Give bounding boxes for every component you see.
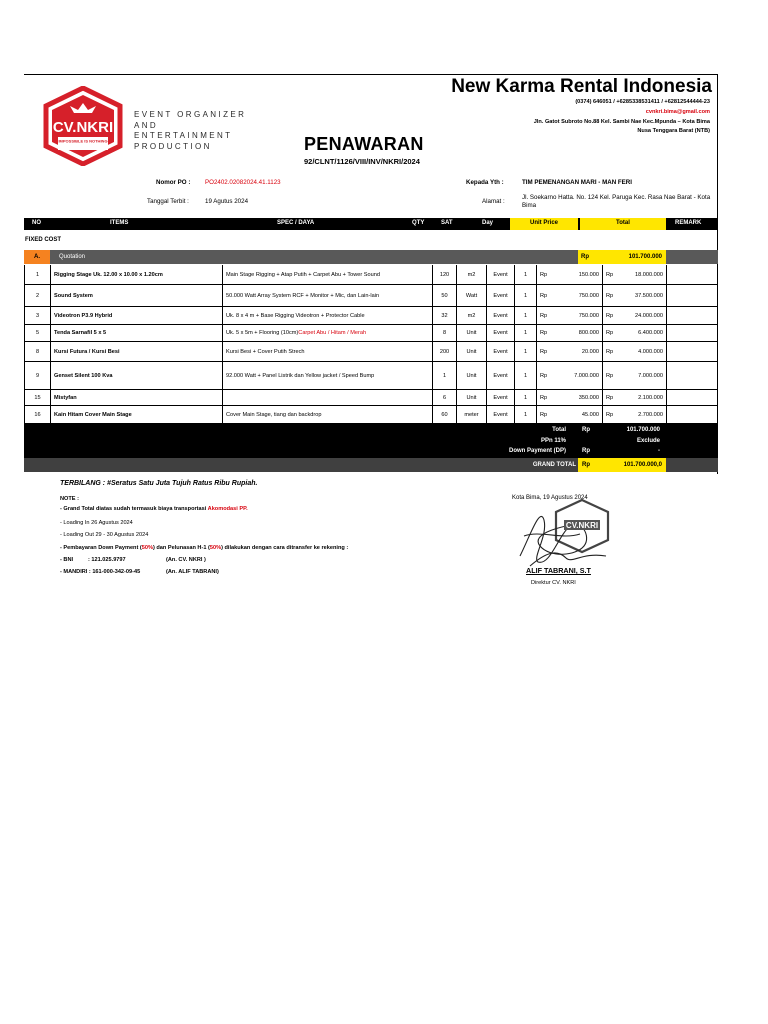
po-value: PO2402.02082024.41.1123 (205, 179, 281, 186)
currency-label: Rp (606, 394, 614, 401)
note-bni-name: (An. CV. NKRI ) (166, 557, 206, 563)
col-spec: SPEC / DAYA (277, 220, 315, 226)
to-label: Kepada Yth : (466, 179, 504, 186)
note-loading-in: - Loading In 26 Agustus 2024 (60, 520, 133, 526)
col-sat: SAT (441, 220, 453, 226)
section-quotation (24, 250, 718, 264)
cell-price: Rp 45.000 (536, 406, 602, 423)
fixed-cost-label: FIXED COST (25, 237, 62, 243)
cell-unit: Event (486, 406, 514, 423)
cell-total: Rp 6.400.000 (602, 325, 666, 341)
signatory-title: Direktur CV. NKRI (531, 580, 576, 586)
currency-label: Rp (606, 372, 614, 379)
cell-sat: Watt (456, 285, 486, 306)
cell-qty: 60 (432, 406, 456, 423)
ppn-value: Exclude (636, 438, 660, 444)
cell-spec: Cover Main Stage, tiang dan backdrop (222, 406, 432, 423)
cell-price: Rp 350.000 (536, 390, 602, 405)
cell-item: Genset Silent 100 Kva (50, 362, 222, 389)
cell-qty: 200 (432, 342, 456, 361)
cell-qty: 8 (432, 325, 456, 341)
signature-stamp (510, 496, 620, 574)
po-label: Nomor PO : (156, 179, 191, 186)
cell-day: 1 (514, 285, 536, 306)
table-header (24, 218, 718, 230)
cell-no: 9 (24, 362, 50, 389)
cell-price: Rp 150.000 (536, 265, 602, 284)
cell-item: Kain Hitam Cover Main Stage (50, 406, 222, 423)
cell-no: 8 (24, 342, 50, 361)
currency-label: Rp (540, 271, 548, 278)
cell-remark (666, 265, 718, 284)
cell-total: Rp 7.000.000 (602, 362, 666, 389)
cell-spec: Main Stage Rigging + Atap Putih + Carpet Abu + Tower Sound (222, 265, 432, 284)
cell-remark (666, 307, 718, 324)
to-value: TIM PEMENANGAN MARI - MAN FERI (522, 179, 632, 186)
logo-brand: CV.NKRI (52, 119, 114, 136)
cell-unit: Event (486, 265, 514, 284)
cell-remark (666, 406, 718, 423)
company-name: New Karma Rental Indonesia (451, 76, 712, 97)
cell-item: Kursi Futura / Kursi Besi (50, 342, 222, 361)
logo-tagline: IMPOSSIBLE IS NOTHING (58, 138, 108, 144)
currency-label: Rp (540, 411, 548, 418)
cell-unit: Event (486, 390, 514, 405)
amount-in-words: TERBILANG : #Seratus Satu Juta Tujuh Ratus Ribu Rupiah. (60, 480, 258, 487)
grand-total-label: GRAND TOTAL (532, 462, 576, 468)
cell-item: Videotron P3.9 Hybrid (50, 307, 222, 324)
currency-label: Rp (606, 312, 614, 319)
cell-sat: Unit (456, 342, 486, 361)
cell-no: 16 (24, 406, 50, 423)
total-label: Total (552, 427, 566, 433)
cell-no: 2 (24, 285, 50, 306)
currency-label: Rp (540, 394, 548, 401)
currency-label: Rp (606, 271, 614, 278)
col-total: Total (580, 218, 666, 230)
cell-day: 1 (514, 265, 536, 284)
cell-remark (666, 390, 718, 405)
cell-total: Rp 18.000.000 (602, 265, 666, 284)
cell-total: Rp 24.000.000 (602, 307, 666, 324)
company-address: Jln. Gatot Subroto No.88 Kel. Sambi Nae Kec.Mpunda – Kota Bima (533, 119, 710, 125)
cell-no: 15 (24, 390, 50, 405)
cell-qty: 1 (432, 362, 456, 389)
cell-spec: Kursi Besi + Cover Putih Strech (222, 342, 432, 361)
cell-qty: 6 (432, 390, 456, 405)
org-description: EVENT ORGANIZER AND ENTERTAINMENT PRODUCTION (134, 110, 247, 151)
col-remark: REMARK (675, 220, 702, 226)
address-value-2: Bima (522, 202, 537, 209)
currency-label: Rp (606, 330, 614, 336)
table-row (24, 307, 718, 325)
cell-unit: Event (486, 325, 514, 341)
cell-price: Rp 20.000 (536, 342, 602, 361)
cell-remark (666, 285, 718, 306)
cell-spec: 92.000 Watt + Panel Listrik dan Yellow jacket / Speed Bump (222, 362, 432, 389)
table-row (24, 362, 718, 390)
table-row (24, 342, 718, 362)
date-label: Tanggal Terbit : (147, 198, 189, 205)
cell-item: Sound System (50, 285, 222, 306)
total-value: 101.700.000 (626, 427, 660, 433)
cell-remark (666, 362, 718, 389)
cell-sat: Unit (456, 390, 486, 405)
cell-day: 1 (514, 342, 536, 361)
cell-sat: m2 (456, 265, 486, 284)
col-day: Day (482, 220, 494, 226)
grand-total-row (24, 458, 718, 472)
cell-unit: Event (486, 285, 514, 306)
note-loading-out: - Loading Out 29 - 30 Agustus 2024 (60, 532, 149, 538)
col-qty: QTY (412, 220, 425, 226)
address-label: Alamat : (482, 198, 505, 205)
note-bni-label: - BNI (60, 557, 74, 563)
section-amount: Rp 101.700.000 (578, 250, 666, 264)
cell-remark (666, 325, 718, 341)
company-phone: (0374) 646051 / +6285338531411 / +62812544444-23 (575, 99, 710, 105)
cell-price: Rp 800.000 (536, 325, 602, 341)
cell-no: 5 (24, 325, 50, 341)
currency-label: Rp (540, 330, 548, 336)
currency-label: Rp (540, 372, 548, 379)
cell-day: 1 (514, 406, 536, 423)
currency-label: Rp (540, 312, 548, 319)
note-mandiri-account: - MANDIRI : 161-000-342-09-45 (60, 569, 141, 575)
note-mandiri-name: (An. ALIF TABRANI) (166, 569, 219, 575)
cell-item: Rigging Stage Uk. 12.00 x 10.00 x 1.20cm (50, 265, 222, 284)
cell-day: 1 (514, 390, 536, 405)
cell-total: Rp 4.000.000 (602, 342, 666, 361)
cell-day: 1 (514, 325, 536, 341)
ppn-label: PPn 11% (540, 438, 566, 444)
date-value: 19 Agutus 2024 (205, 198, 249, 205)
note-bni-account: : 121.025.9797 (88, 557, 126, 563)
cell-item: Mistyfan (50, 390, 222, 405)
company-address-region: Nusa Tenggara Barat (NTB) (637, 128, 710, 134)
currency-label: Rp (606, 411, 614, 418)
cell-day: 1 (514, 307, 536, 324)
currency-label: Rp (540, 292, 548, 299)
cell-unit: Event (486, 362, 514, 389)
dp-rp: Rp (582, 448, 590, 454)
grand-total-amount: Rp 101.700.000,0 (578, 458, 666, 472)
address-value: Jl. Soekarno Hatta. No. 124 Kel. Paruga Kec. Rasa Nae Barat - Kota (522, 194, 711, 201)
totals-block (24, 424, 718, 458)
section-code: A. (24, 250, 50, 264)
cell-sat: meter (456, 406, 486, 423)
table-row (24, 390, 718, 406)
section-label: Quotation (59, 254, 86, 260)
company-email[interactable]: cvnkri.bima@gmail.com (645, 109, 710, 115)
currency-label: Rp (606, 348, 614, 355)
currency-label: Rp (540, 348, 548, 355)
table-row (24, 406, 718, 424)
cell-qty: 32 (432, 307, 456, 324)
table-row (24, 265, 718, 285)
cell-price: Rp 7.000.000 (536, 362, 602, 389)
col-no: NO (32, 220, 41, 226)
cell-unit: Event (486, 342, 514, 361)
col-items: ITEMS (110, 220, 129, 226)
cell-no: 3 (24, 307, 50, 324)
cell-qty: 50 (432, 285, 456, 306)
note-payment: - Pembayaran Down Payment (50%) dan Pelunasan H-1 (50%) dilakukan dengan cara ditransfer ke rekening : (60, 545, 349, 551)
cell-total: Rp 2.100.000 (602, 390, 666, 405)
cell-item: Tenda Sarnafil 5 x 5 (50, 325, 222, 341)
signatory-name: ALIF TABRANI, S.T (526, 566, 591, 575)
currency-label: Rp (606, 292, 614, 299)
cv-nkri-logo (40, 86, 126, 166)
table-row (24, 325, 718, 342)
cell-spec: Uk. 8 x 4 m + Base Rigging Videotron + Protector Cable (222, 307, 432, 324)
cell-sat: Unit (456, 325, 486, 341)
dp-value: - (658, 448, 660, 454)
cell-day: 1 (514, 362, 536, 389)
note-title: NOTE : (60, 496, 79, 502)
cell-no: 1 (24, 265, 50, 284)
cell-spec (222, 390, 432, 405)
dp-label: Down Payment (DP) (508, 448, 566, 454)
col-unit-price: Unit Price (510, 218, 578, 230)
document-number: 92/CLNT/1126/VIII/INV/NKRI/2024 (304, 157, 420, 166)
cell-total: Rp 37.500.000 (602, 285, 666, 306)
cell-spec: 50.000 Watt Array System RCF + Monitor + Mic, dan Lain-lain (222, 285, 432, 306)
cell-total: Rp 2.700.000 (602, 406, 666, 423)
cell-qty: 120 (432, 265, 456, 284)
signature-place-date: Kota Bima, 19 Agustus 2024 (512, 495, 588, 501)
document-title: PENAWARAN (304, 134, 424, 154)
cell-remark (666, 342, 718, 361)
cell-price: Rp 750.000 (536, 285, 602, 306)
table-row (24, 285, 718, 307)
cell-sat: Unit (456, 362, 486, 389)
cell-unit: Event (486, 307, 514, 324)
cell-sat: m2 (456, 307, 486, 324)
total-rp: Rp (582, 427, 590, 433)
note-transport: - Grand Total diatas sudah termasuk biaya transportasi Akomodasi PP. (60, 506, 248, 512)
stamp-brand: CV.NKRI (565, 521, 599, 530)
cell-price: Rp 750.000 (536, 307, 602, 324)
cell-spec: Uk. 5 x 5m + Flooring (10cm) Carpet Abu / Hitam / Merah (222, 325, 432, 341)
